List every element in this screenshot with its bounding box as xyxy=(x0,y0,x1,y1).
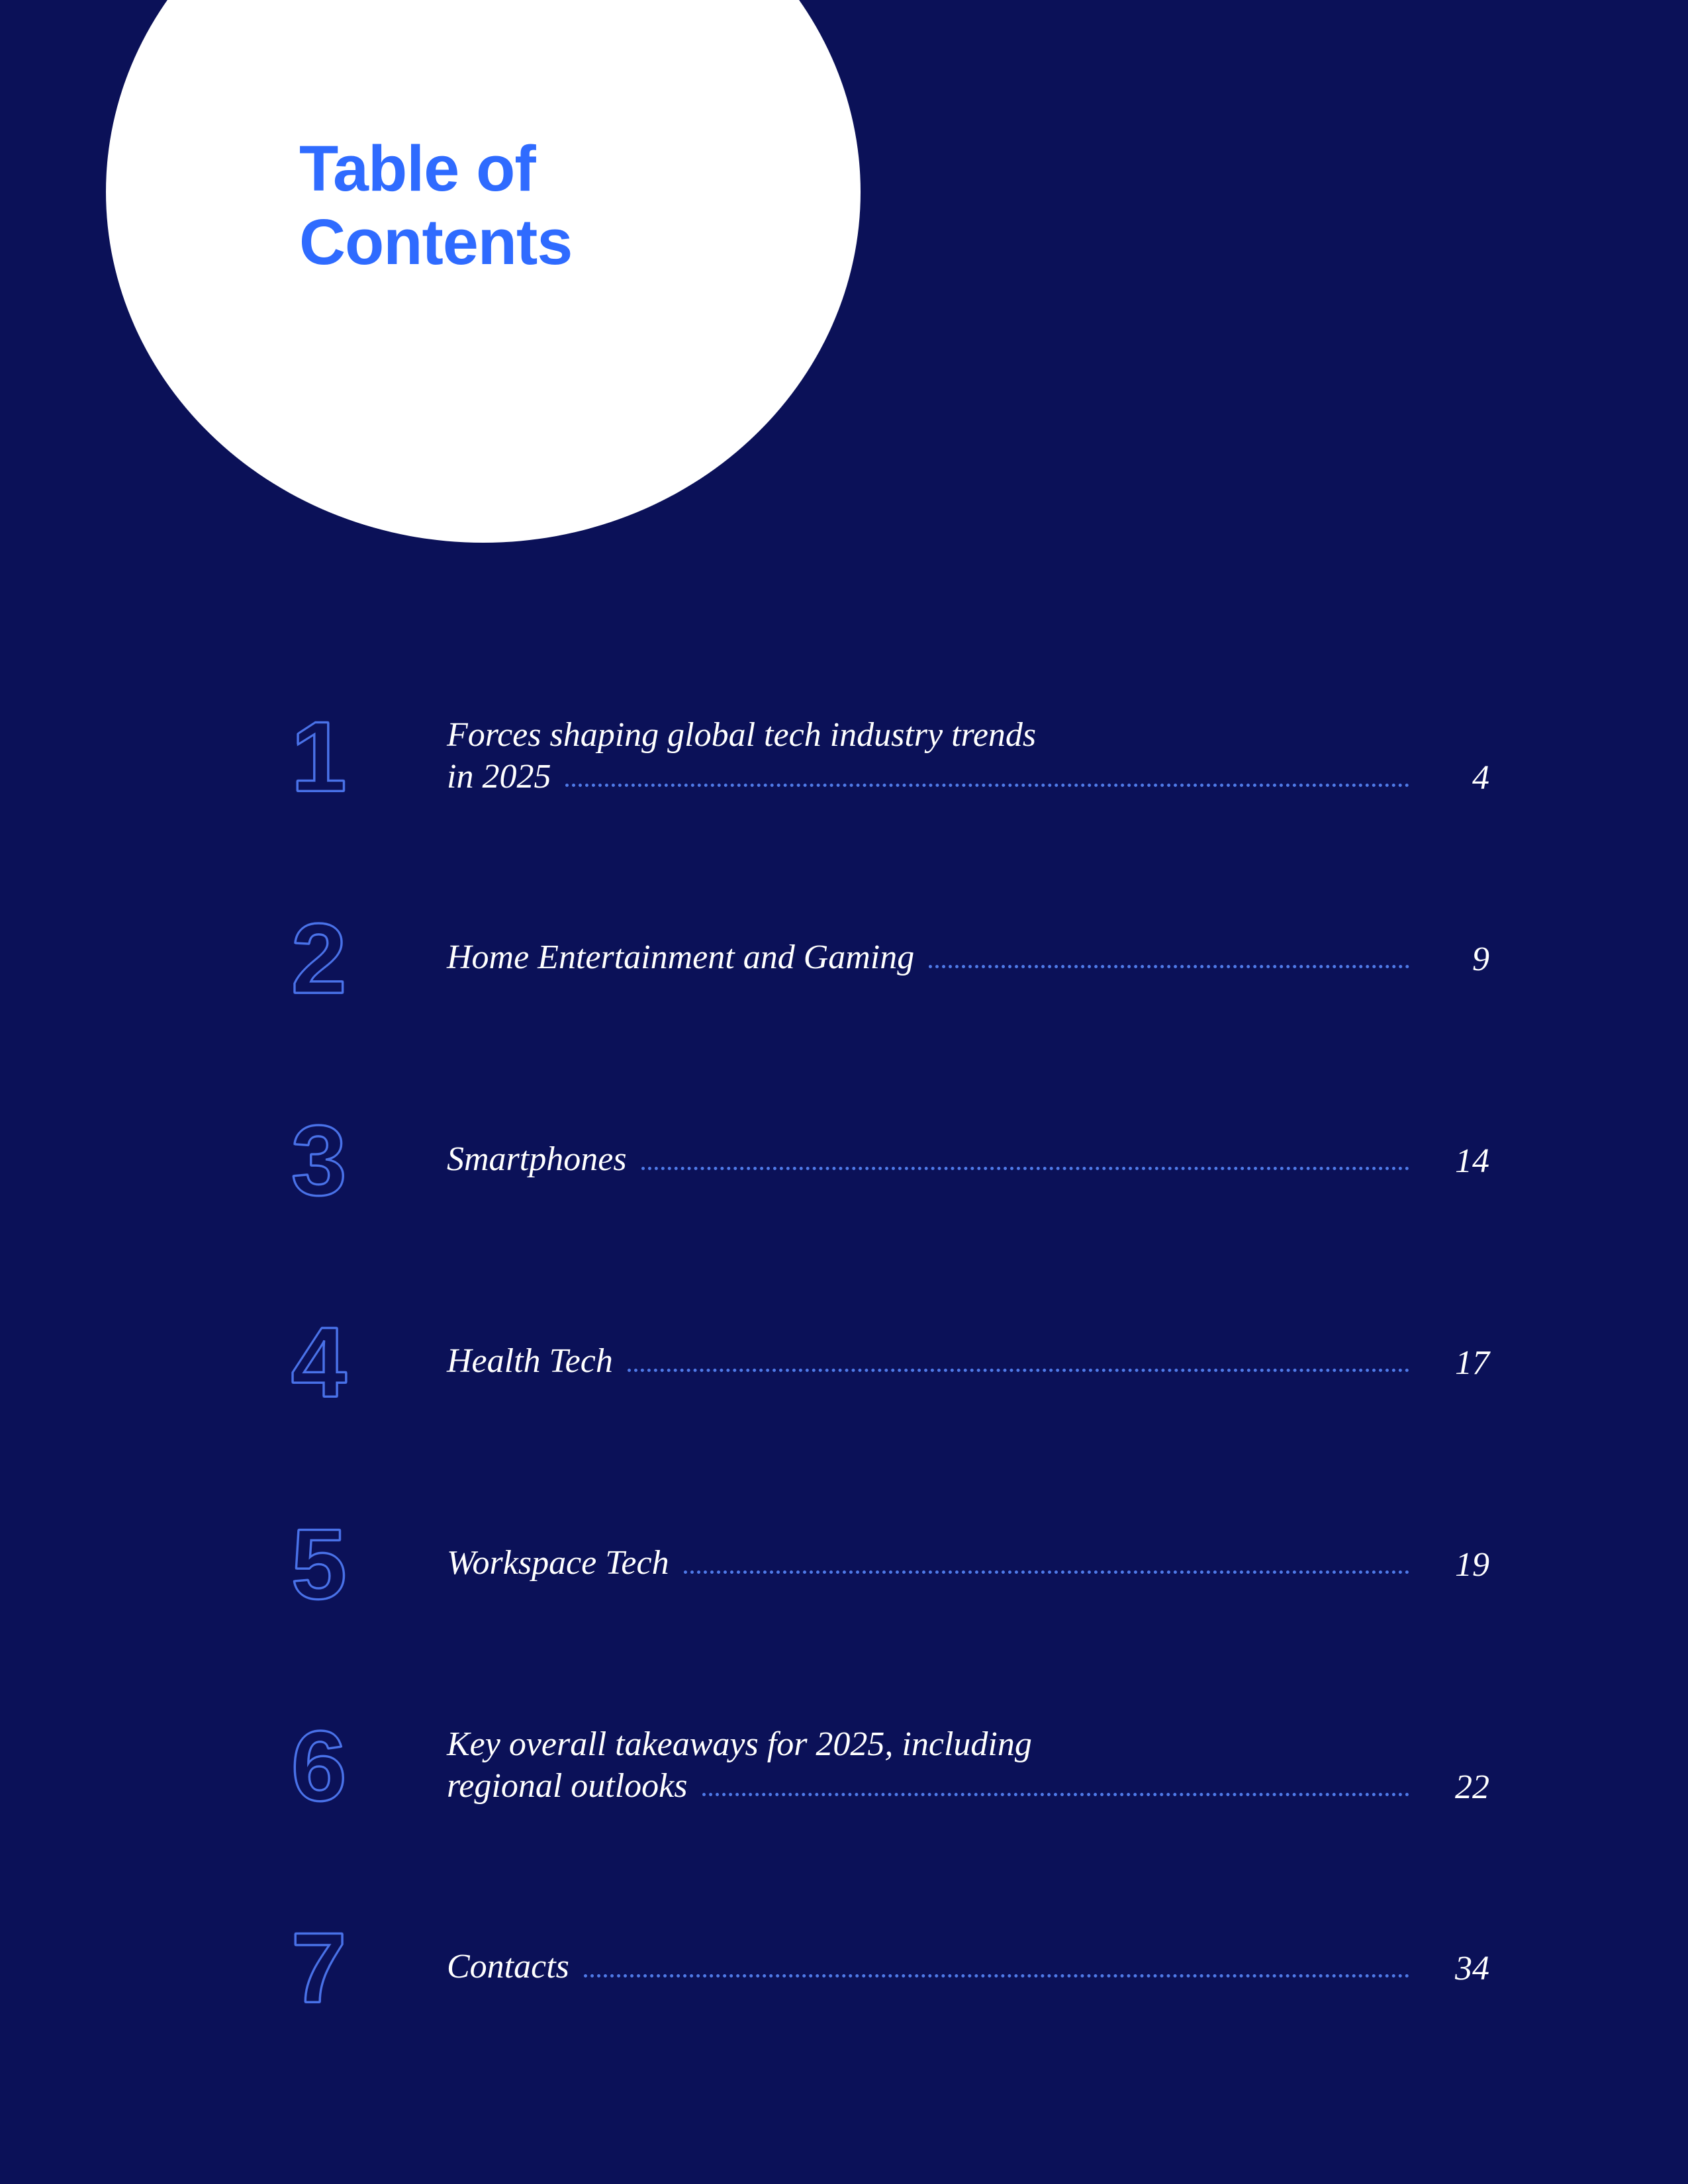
toc-number-5: 5 xyxy=(291,1508,347,1619)
toc-entry-3[interactable] xyxy=(0,1059,1688,1261)
toc-entry-2[interactable] xyxy=(0,857,1688,1059)
table-of-contents xyxy=(0,655,1688,2068)
toc-leader-dots-4 xyxy=(628,1368,1409,1372)
toc-entry-7[interactable] xyxy=(0,1866,1688,2068)
toc-entry-body-2 xyxy=(391,937,1489,978)
toc-entry-6[interactable] xyxy=(0,1664,1688,1866)
toc-page-number-1: 4 xyxy=(1472,758,1489,797)
toc-label-2: Home Entertainment and Gaming xyxy=(447,938,915,977)
toc-label-6-line-1: Key overall takeaways for 2025, including xyxy=(447,1725,1032,1764)
page-title xyxy=(299,132,802,279)
toc-entry-body-6 xyxy=(391,1724,1489,1807)
toc-entry-5[interactable] xyxy=(0,1463,1688,1664)
toc-label-7: Contacts xyxy=(447,1948,569,1986)
toc-leader-dots-5 xyxy=(684,1570,1409,1574)
toc-entry-body-5 xyxy=(391,1543,1489,1584)
toc-label-5: Workspace Tech xyxy=(447,1544,669,1582)
toc-page-number-3: 14 xyxy=(1455,1142,1489,1180)
toc-page-number-6: 22 xyxy=(1455,1768,1489,1806)
toc-page-number-2: 9 xyxy=(1472,940,1489,978)
toc-entry-1[interactable] xyxy=(0,655,1688,857)
toc-entry-body-3 xyxy=(391,1139,1489,1180)
toc-leader-dots-7 xyxy=(584,1974,1409,1978)
toc-label-4: Health Tech xyxy=(447,1342,613,1381)
toc-page-number-5: 19 xyxy=(1455,1545,1489,1584)
toc-label-1-line-1: Forces shaping global tech industry trends xyxy=(447,716,1037,754)
toc-leader-dots-6 xyxy=(702,1792,1410,1796)
toc-leader-dots-3 xyxy=(641,1166,1409,1170)
toc-label-6-line-2: regional outlooks xyxy=(447,1766,688,1805)
toc-leader-dots-2 xyxy=(929,964,1409,968)
toc-number-3: 3 xyxy=(291,1104,347,1216)
toc-number-6: 6 xyxy=(291,1709,347,1821)
toc-entry-body-1 xyxy=(391,715,1489,797)
toc-label-1-line-2: in 2025 xyxy=(447,757,551,796)
toc-entry-body-4 xyxy=(391,1341,1489,1382)
toc-entry-body-7 xyxy=(391,1946,1489,1987)
page-title-line-2: Contents xyxy=(299,205,573,278)
toc-page-number-4: 17 xyxy=(1455,1343,1489,1382)
toc-label-3: Smartphones xyxy=(447,1140,627,1179)
toc-number-1: 1 xyxy=(291,700,347,812)
page-title-line-1: Table of xyxy=(299,132,536,205)
toc-leader-dots-1 xyxy=(565,783,1409,787)
toc-number-2: 2 xyxy=(291,902,347,1014)
toc-page-number-7: 34 xyxy=(1455,1949,1489,1987)
toc-number-7: 7 xyxy=(291,1911,347,2023)
toc-number-4: 4 xyxy=(291,1306,347,1418)
toc-entry-4[interactable] xyxy=(0,1261,1688,1463)
